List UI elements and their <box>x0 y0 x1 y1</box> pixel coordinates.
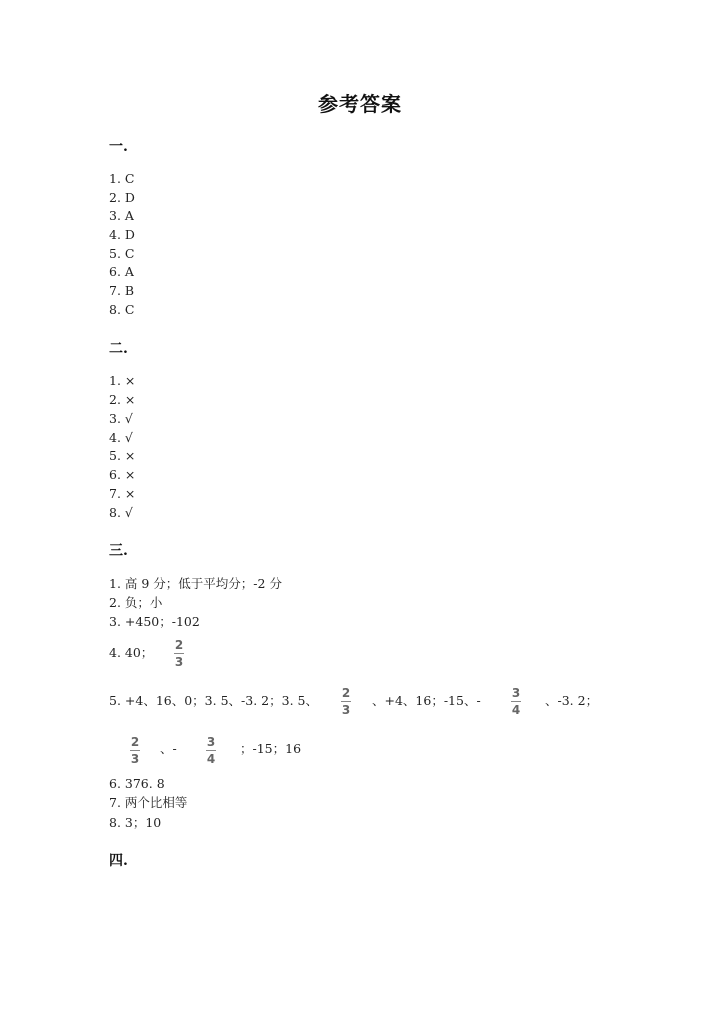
answer-text-fragment: ；-15；16 <box>240 741 302 756</box>
answer-item: 8. √ <box>109 505 133 520</box>
answer-text-fragment: 、+4、16；-15、- <box>372 693 481 708</box>
fraction: 3 4 <box>206 735 216 766</box>
answer-item: 4. D <box>109 227 135 242</box>
section-heading-3: 三. <box>109 543 128 559</box>
answer-item: 1. C <box>109 171 135 186</box>
answer-item: 2. × <box>109 392 136 407</box>
answer-item: 7. × <box>109 486 136 501</box>
fraction: 2 3 <box>174 638 184 669</box>
section-heading-4: 四. <box>109 853 128 869</box>
answer-item: 3. +450；-102 <box>109 614 200 629</box>
answer-item: 4. 40； <box>109 645 154 660</box>
answer-item: 7. B <box>109 283 135 298</box>
section-heading-2: 二. <box>109 341 128 357</box>
answer-item: 6. 376. 8 <box>109 776 165 791</box>
answer-item: 5. +4、16、0；3. 5、-3. 2；3. 5、 <box>109 693 318 708</box>
answer-item: 1. × <box>109 373 136 388</box>
answer-item: 2. D <box>109 190 135 205</box>
answer-text-fragment: 、- <box>160 741 177 756</box>
answer-item: 4. √ <box>109 430 133 445</box>
answer-item: 6. × <box>109 467 136 482</box>
answer-item: 8. C <box>109 302 135 317</box>
answer-item: 5. × <box>109 448 136 463</box>
answer-item: 7. 两个比相等 <box>109 795 188 810</box>
answer-item: 1. 高 9 分；低于平均分；-2 分 <box>109 576 282 591</box>
answer-item: 3. √ <box>109 411 133 426</box>
answer-item: 3. A <box>109 208 134 223</box>
fraction: 3 4 <box>511 686 521 717</box>
answer-item: 8. 3；10 <box>109 815 162 830</box>
page-title: 参考答案 <box>318 92 402 116</box>
answer-item: 6. A <box>109 264 134 279</box>
fraction: 2 3 <box>130 735 140 766</box>
section-heading-1: 一. <box>109 139 128 155</box>
answer-text-fragment: 、-3. 2； <box>545 693 599 708</box>
answer-item: 2. 负；小 <box>109 595 163 610</box>
answer-item: 5. C <box>109 246 135 261</box>
fraction: 2 3 <box>341 686 351 717</box>
